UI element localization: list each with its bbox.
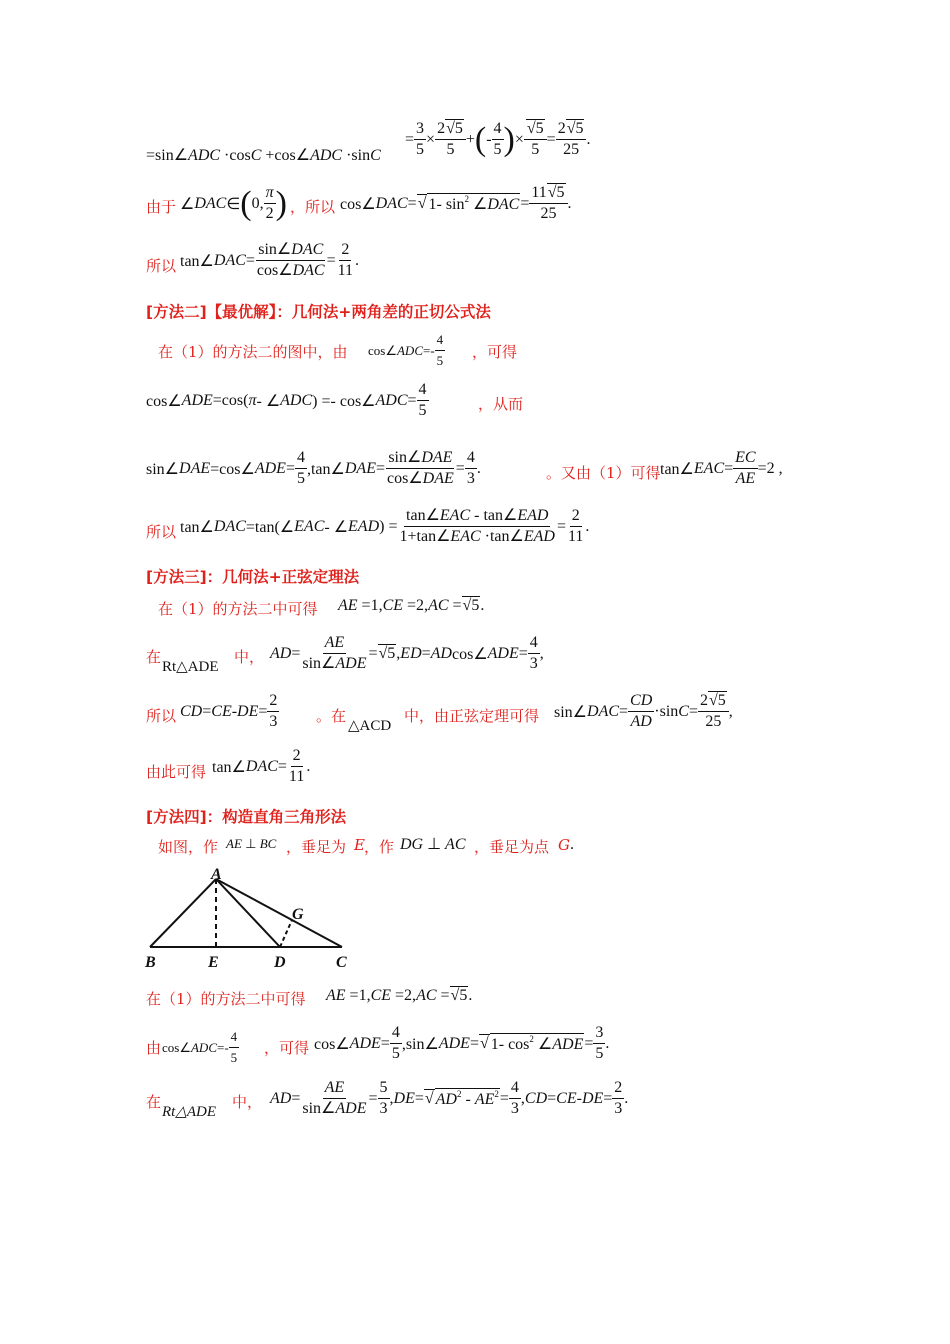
formula-tan-dac: tan∠ DAC = sin∠DAC cos∠DAC = 2 11 . <box>180 241 360 279</box>
m2d-text: 所以 <box>146 523 177 541</box>
formula-interval: ∠ DAC ∈ ( 0, π 2 ) <box>180 184 287 222</box>
m2c-mid: 。又由（1）可得 <box>546 464 661 482</box>
heading-method-4-row <box>0 805 950 826</box>
m4a-pre: 如图，作 <box>158 838 219 856</box>
m3c-triangle: △ACD <box>348 718 392 734</box>
m4a-mid1: ，垂足为 <box>286 838 347 856</box>
heading-method-2-row <box>0 300 950 321</box>
m2a-text: 在（1）的方法二的图中，由 <box>158 343 348 361</box>
m3c-pre: 所以 <box>146 707 177 725</box>
m2-line-a <box>0 332 950 368</box>
m2a-post: ，可得 <box>472 343 518 361</box>
m4b-formula: AE =1,CE =2,AC =√5. <box>326 987 473 1004</box>
label-D: D <box>274 954 286 971</box>
m3a-formula: AE =1,CE =2,AC =√5. <box>338 597 485 614</box>
text-youyu: 由于 <box>146 198 177 216</box>
m2b-post: ，从而 <box>478 395 524 413</box>
m3b-formula: AD = AE sin∠ADE = √5 , ED = AD cos∠ ADE = 4 3 , <box>270 634 544 672</box>
m2-line-d <box>0 507 950 545</box>
formula-expand: =sin∠ADC ·cosC +cos∠ADC ·sinC <box>146 147 381 164</box>
m4c-mid: ，可得 <box>264 1039 310 1057</box>
m3c-post: 中，由正弦定理可得 <box>404 707 540 725</box>
m4-line-d <box>0 1079 950 1120</box>
formula-cos-dac: cos∠ DAC = √ 1- $\sin^2$ ∠DAC = 11√5 25 . <box>340 184 572 222</box>
m4d-pre: 在 <box>146 1093 162 1111</box>
m3b-triangle: Rt△ADE <box>162 659 219 675</box>
heading-method-2: [方法二]【最优解】：几何法+两角差的正切公式法 <box>146 303 491 321</box>
m3d-formula: tan∠ DAC = 2 11 . <box>212 747 311 785</box>
m4-line-b <box>0 987 950 1008</box>
m2b-formula: cos∠ ADE =cos( π - ∠ ADC ) =- cos∠ ADC = 4 5 <box>146 381 427 419</box>
m4a-G: G <box>558 836 570 854</box>
m3c-formula: CD = CE - DE = 2 3 <box>180 692 278 730</box>
m4c-formula-2: cos∠ ADE = 4 5 ,sin∠ ADE = √ 1- $\cos^2$ ∠ADE = 3 5 . <box>314 1024 610 1062</box>
m4a-E: E <box>354 836 365 854</box>
label-G: G <box>292 906 304 923</box>
m4b-text: 在（1）的方法二中可得 <box>146 990 306 1008</box>
m2c-formula: sin∠ DAE =cos∠ ADE = 4 5 ,tan∠ DAE = sin∠DAE cos∠DAE = 4 3 . <box>146 449 481 487</box>
m4a-mid2: ，作 <box>364 838 395 856</box>
m2a-formula: cos∠ ADC =- 4 5 <box>368 332 444 368</box>
m3-line-b <box>0 634 950 675</box>
m4-line-c <box>0 1024 950 1065</box>
m3a-text: 在（1）的方法二中可得 <box>158 600 318 618</box>
m4c-formula-1: cos∠ ADC =- 4 5 <box>162 1029 238 1065</box>
m2-line-b <box>0 381 950 419</box>
m4d-triangle: Rt△ADE <box>162 1104 217 1120</box>
m3b-pre: 在 <box>146 648 162 666</box>
heading-method-4: [方法四]：构造直角三角形法 <box>146 808 347 826</box>
triangle-figure <box>140 865 360 975</box>
m3-line-d <box>0 747 950 785</box>
line-3 <box>0 241 950 279</box>
label-E: E <box>208 954 219 971</box>
m4d-formula: AD = AE sin∠ADE = 5 3 , DE = √ $AD^2 - AE^2$ = 4 3 , CD = CE - DE = 2 3 . <box>270 1079 629 1117</box>
m4a-mid3: ，垂足为点 <box>474 838 550 856</box>
m4c-pre: 由 <box>146 1039 162 1057</box>
heading-method-3-row <box>0 565 950 586</box>
m3c-mid: 。在 <box>316 707 347 725</box>
text-suoyi: ，所以 <box>290 198 336 216</box>
m3c-formula-2: sin∠ DAC = CD AD ·sin C = 2√5 25 , <box>554 692 733 730</box>
formula-value: = 3 5 × 2√5 5 + ( - 4 5 ) × √5 5 = 2√5 25 . <box>405 120 591 158</box>
m3-line-a <box>0 597 950 618</box>
label-B: B <box>145 954 156 971</box>
m4a-formula-2: DG ⊥ AC <box>400 836 466 853</box>
label-A: A <box>211 866 222 883</box>
m2-line-c <box>0 449 950 487</box>
m2d-formula: tan∠ DAC =tan(∠ EAC - ∠ EAD ) = tan∠EAC - tan∠EAD 1+tan∠EAC ·tan∠EAD = 2 11 . <box>180 507 590 545</box>
m3d-text: 由此可得 <box>146 763 207 781</box>
m4a-period: . <box>570 836 574 853</box>
m3-line-c <box>0 692 950 734</box>
label-C: C <box>336 954 347 971</box>
triangle-diagram <box>140 865 360 975</box>
line-2 <box>0 184 950 222</box>
m4d-mid: 中， <box>232 1093 263 1111</box>
line-1 <box>0 120 950 164</box>
m3b-mid: 中， <box>234 648 265 666</box>
text-suoyi-2: 所以 <box>146 257 177 275</box>
m4a-formula-1: AE ⊥ BC <box>226 836 277 851</box>
m4-line-a <box>0 836 950 856</box>
heading-method-3: [方法三]：几何法+正弦定理法 <box>146 568 360 586</box>
m2c-formula-2: tan∠ EAC = EC AE =2 , <box>660 449 783 487</box>
